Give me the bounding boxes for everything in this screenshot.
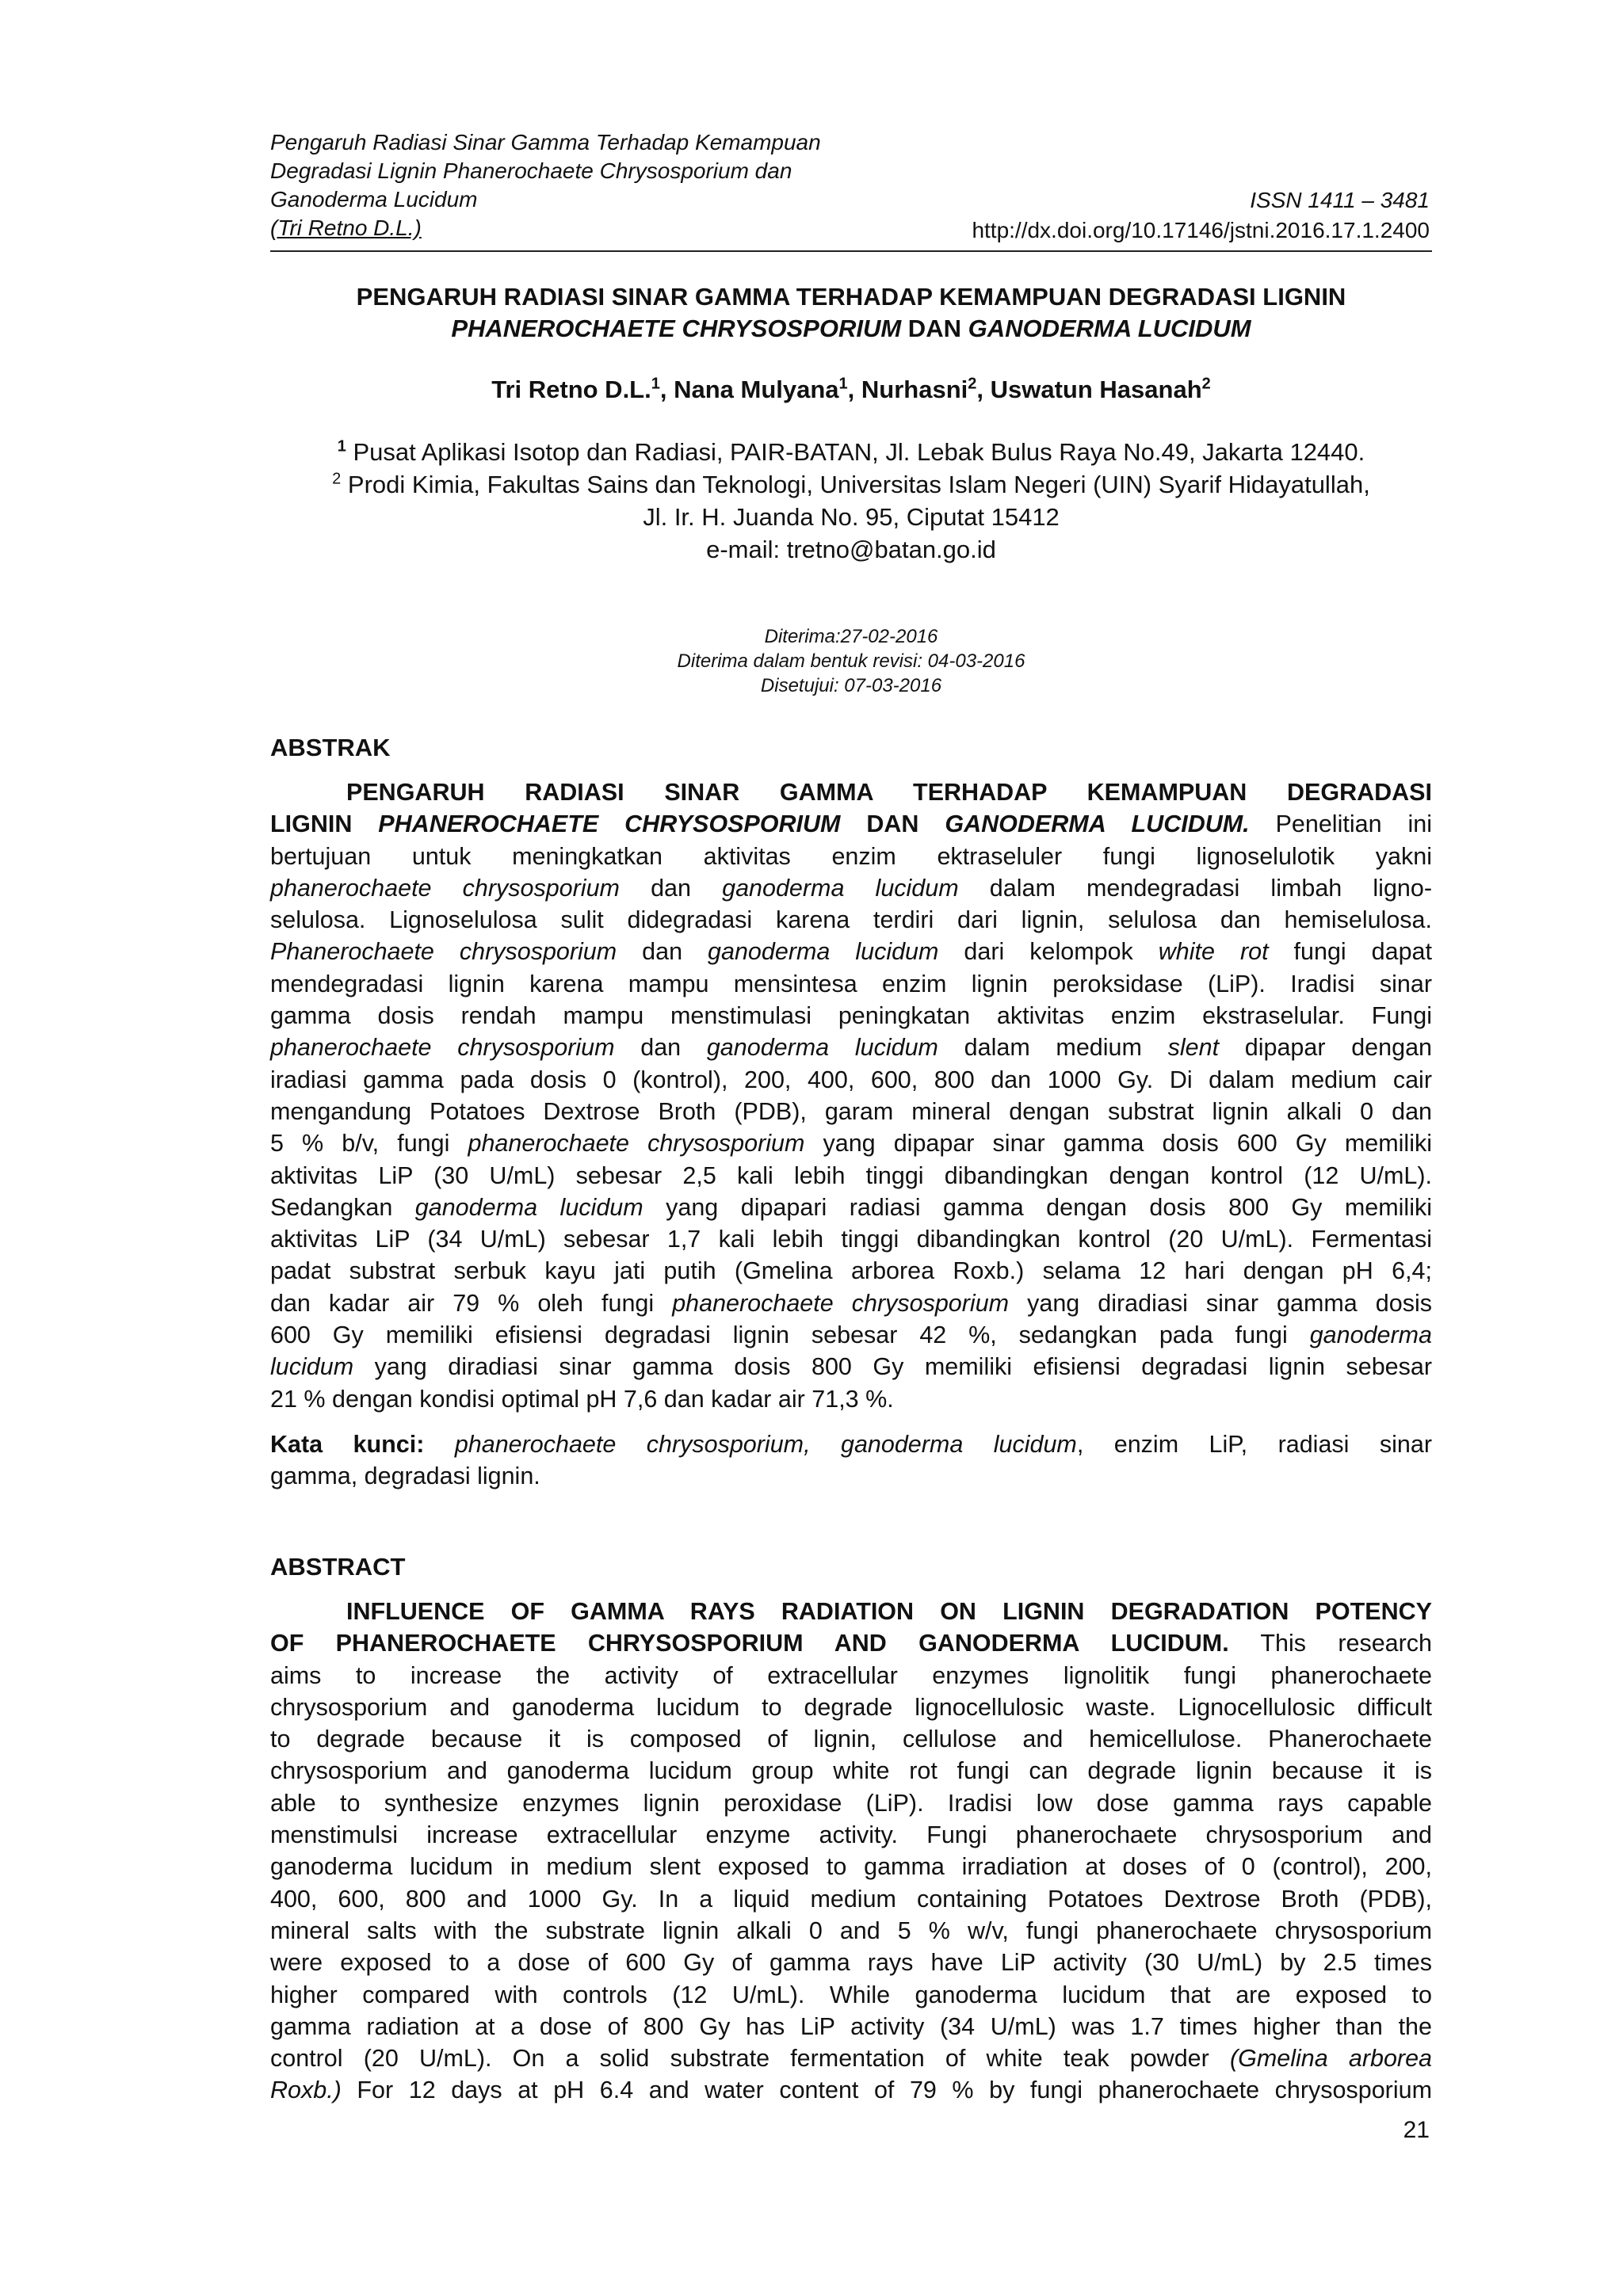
text-run: dan kadar air 79 % oleh fungi: [270, 1289, 673, 1317]
text-run: bertujuan untuk meningkatkan aktivitas enzim ektraseluler fungi lignoselulotik yakni: [270, 842, 1432, 870]
text-run: aims to increase the activity of extracellular enzymes lignolitik fungi phanerochaete: [270, 1661, 1432, 1689]
text-line: [270, 1883, 1432, 1915]
running-header-line: Degradasi Lignin Phanerochaete Chrysosporium dan: [270, 158, 792, 183]
text-run: were exposed to a dose of 600 Gy of gamma rays have LiP activity (30 U/mL) by 2.5 times: [270, 1949, 1432, 1977]
abstract-heading: ABSTRACT: [270, 1553, 406, 1581]
text-line: [270, 841, 1432, 872]
text-line: [270, 1787, 1432, 1819]
submission-dates: [270, 624, 1432, 698]
text-run: dalam mendegradasi limbah ligno-: [958, 874, 1432, 902]
text-run: dalam medium: [938, 1034, 1168, 1062]
text-run: yang diradiasi sinar gamma dosis 800 Gy memiliki efisiensi degradasi lignin sebesar: [353, 1353, 1432, 1381]
text-line: [270, 1596, 1432, 1627]
text-run: [424, 1431, 454, 1458]
text-line: [270, 904, 1432, 936]
affiliations: [270, 436, 1432, 566]
text-run: lucidum: [270, 1353, 354, 1381]
text-run: GANODERMA LUCIDUM.: [945, 810, 1250, 838]
text-line: [270, 968, 1432, 1000]
text-run: dan: [619, 874, 723, 902]
text-run: yang dipapari radiasi gamma dengan dosis 800 Gy memiliki: [643, 1193, 1432, 1221]
text-run: white rot: [1158, 938, 1269, 966]
text-line: [270, 1915, 1432, 1947]
abstract-body: [270, 1596, 1432, 2107]
text-run: PENGARUH RADIASI SINAR GAMMA TERHADAP KEMAMPUAN DEGRADASI: [346, 779, 1432, 806]
text-run: aktivitas LiP (34 U/mL) sebesar 1,7 kali lebih tinggi dibandingkan kontrol (20 U/mL). Fermentasi: [270, 1226, 1432, 1253]
text-line: [270, 1691, 1432, 1723]
contact-email[interactable]: e-mail: tretno@batan.go.id: [706, 536, 996, 563]
author: Tri Retno D.L.$^1$,: [491, 375, 674, 403]
text-run: phanerochaete chrysosporium: [270, 874, 620, 902]
author-list: [270, 374, 1432, 406]
text-run: fungi dapat: [1268, 938, 1432, 966]
text-run: able to synthesize enzymes lignin peroxidase (LiP). Iradisi low dose gamma rays capable: [270, 1789, 1432, 1817]
title-conjunction: DAN: [901, 315, 968, 342]
text-line: [270, 1064, 1432, 1096]
text-run: slent: [1167, 1034, 1220, 1062]
text-run: ganoderma lucidum: [706, 1034, 938, 1062]
text-run: to degrade because it is composed of lignin, cellulose and hemicellulose. Phanerochaete: [270, 1726, 1432, 1753]
text-line: [270, 1383, 1432, 1415]
text-line: [270, 1000, 1432, 1032]
text-run: 5 % b/v, fungi: [270, 1130, 468, 1158]
text-line: [270, 2074, 1432, 2106]
text-line: [270, 1351, 1432, 1383]
paper-title: [270, 281, 1432, 345]
abstrak-heading: ABSTRAK: [270, 734, 391, 761]
text-line: [270, 1160, 1432, 1192]
affiliation-2: $^2$ Prodi Kimia, Fakultas Sains dan Teknologi, Universitas Islam Negeri (UIN) Syarif Hidayatullah,: [332, 470, 1370, 498]
text-line: [270, 808, 1432, 840]
text-line: [270, 1223, 1432, 1255]
text-run: For 12 days at pH 6.4 and water content of 79 % by fungi phanerochaete chrysosporium: [341, 2077, 1432, 2104]
text-line: [270, 1947, 1432, 1978]
text-run: 400, 600, 800 and 1000 Gy. In a liquid medium containing Potatoes Dextrose Broth (PDB),: [270, 1885, 1432, 1913]
text-run: (Gmelina arborea: [1229, 2045, 1433, 2073]
text-run: mengandung Potatoes Dextrose Broth (PDB), garam mineral dengan substrat lignin alkali 0 dan: [270, 1097, 1432, 1125]
text-run: gamma, degradasi lignin.: [270, 1463, 540, 1490]
text-line: [270, 1660, 1432, 1691]
text-run: Kata kunci:: [270, 1431, 425, 1458]
text-run: mineral salts with the substrate lignin alkali 0 and 5 % w/v, fungi phanerochaete chrysosporium: [270, 1917, 1432, 1944]
text-line: [270, 1755, 1432, 1787]
date-revised: Diterima dalam bentuk revisi: 04-03-2016: [677, 650, 1025, 672]
page-number: 21: [1403, 2117, 1430, 2143]
author: Nurhasni$^2$,: [861, 375, 991, 403]
doi-link[interactable]: http://dx.doi.org/10.17146/jstni.2016.17.1.2400: [972, 218, 1430, 242]
text-line: [270, 1851, 1432, 1882]
date-accepted: Disetujui: 07-03-2016: [760, 675, 942, 696]
text-run: aktivitas LiP (30 U/mL) sebesar 2,5 kali lebih tinggi dibandingkan dengan kontrol (12 U/mL).: [270, 1161, 1432, 1189]
affiliation-1: $^1$ Pusat Aplikasi Isotop dan Radiasi, PAIR-BATAN, Jl. Lebak Bulus Raya No.49, Jakarta 12440.: [337, 437, 1365, 466]
text-run: yang diradiasi sinar gamma dosis: [1009, 1289, 1432, 1317]
affiliation-2-address: Jl. Ir. H. Juanda No. 95, Ciputat 15412: [643, 503, 1060, 531]
running-header-author: (Tri Retno D.L.): [270, 215, 422, 240]
text-line: [270, 936, 1432, 967]
text-run: ganoderma lucidum in medium slent exposed to gamma irradiation at doses of 0 (control), 200,: [270, 1853, 1432, 1881]
text-run: chrysosporium and ganoderma lucidum group white rot fungi can degrade lignin because it is: [270, 1757, 1432, 1785]
text-run: phanerochaete chrysosporium, ganoderma lucidum: [454, 1431, 1077, 1458]
abstrak-body: [270, 776, 1432, 1415]
text-run: chrysosporium and ganoderma lucidum to degrade lignocellulosic waste. Lignocellulosic difficult: [270, 1693, 1432, 1721]
text-run: control (20 U/mL). On a solid substrate fermentation of white teak powder: [270, 2045, 1230, 2073]
text-run: dari kelompok: [938, 938, 1159, 966]
text-run: phanerochaete chrysosporium: [672, 1289, 1010, 1317]
header-rule: [270, 250, 1432, 252]
text-run: gamma dosis rendah mampu menstimulasi peningkatan aktivitas enzim ekstraselular. Fungi: [270, 1002, 1432, 1030]
text-line: [270, 872, 1432, 904]
text-run: , enzim LiP, radiasi sinar: [1076, 1431, 1432, 1458]
title-species-1: PHANEROCHAETE CHRYSOSPORIUM: [451, 315, 902, 342]
text-run: 21 % dengan kondisi optimal pH 7,6 dan kadar air 71,3 %.: [270, 1385, 894, 1413]
author: Nana Mulyana$^1$,: [674, 375, 861, 403]
text-run: 600 Gy memiliki efisiensi degradasi lignin sebesar 42 %, sedangkan pada fungi: [270, 1322, 1310, 1349]
text-run: INFLUENCE OF GAMMA RAYS RADIATION ON LIGNIN DEGRADATION POTENCY: [346, 1598, 1432, 1625]
author: Uswatun Hasanah$^2$: [990, 375, 1211, 403]
text-line: [270, 1819, 1432, 1851]
text-run: DAN: [840, 810, 945, 838]
text-run: dan: [617, 938, 708, 966]
text-line: [270, 1627, 1432, 1659]
text-run: OF PHANEROCHAETE CHRYSOSPORIUM AND GANODERMA LUCIDUM.: [270, 1630, 1229, 1657]
text-run: LIGNIN: [270, 810, 379, 838]
running-header: [270, 128, 983, 242]
text-line: [270, 2042, 1432, 2074]
text-line: [270, 1096, 1432, 1127]
text-line: [270, 1460, 1432, 1492]
text-line: [270, 1428, 1432, 1460]
text-run: This research: [1228, 1630, 1432, 1657]
text-line: [270, 1723, 1432, 1755]
running-header-line: Ganoderma Lucidum: [270, 187, 478, 212]
title-line-1: PENGARUH RADIASI SINAR GAMMA TERHADAP KEMAMPUAN DEGRADASI LIGNIN: [356, 283, 1346, 311]
title-species-2: GANODERMA LUCIDUM: [968, 315, 1251, 342]
text-run: PHANEROCHAETE CHRYSOSPORIUM: [378, 810, 841, 838]
title-line-2: [270, 313, 1432, 345]
text-run: menstimulsi increase extracellular enzyme activity. Fungi phanerochaete chrysosporium and: [270, 1821, 1432, 1849]
text-run: phanerochaete chrysosporium: [270, 1034, 615, 1062]
text-run: ganoderma lucidum: [722, 874, 959, 902]
text-run: dan: [614, 1034, 707, 1062]
text-run: dipapar dengan: [1219, 1034, 1432, 1062]
text-run: Sedangkan: [270, 1193, 415, 1221]
text-line: [270, 1127, 1432, 1159]
text-line: [270, 1255, 1432, 1287]
text-line: [270, 1979, 1432, 2011]
text-run: selulosa. Lignoselulosa sulit didegradasi karena terdiri dari lignin, selulosa dan hemiselulosa.: [270, 906, 1432, 934]
text-run: Phanerochaete chrysosporium: [270, 938, 617, 966]
text-line: [270, 1319, 1432, 1351]
text-line: [270, 1287, 1432, 1319]
text-run: padat substrat serbuk kayu jati putih (Gmelina arborea Roxb.) selama 12 hari dengan pH 6,4;: [270, 1257, 1432, 1285]
text-line: [270, 2011, 1432, 2042]
text-run: Penelitian ini: [1249, 810, 1432, 838]
text-run: ganoderma lucidum: [414, 1193, 643, 1221]
issn: ISSN 1411 – 3481: [1250, 188, 1430, 212]
journal-identifiers: [972, 185, 1430, 246]
text-line: [270, 1192, 1432, 1223]
running-header-line: Pengaruh Radiasi Sinar Gamma Terhadap Kemampuan: [270, 130, 821, 154]
text-run: gamma radiation at a dose of 800 Gy has LiP activity (34 U/mL) was 1.7 times higher than the: [270, 2012, 1432, 2040]
text-line: [270, 1032, 1432, 1063]
text-run: phanerochaete chrysosporium: [468, 1130, 805, 1158]
text-run: iradiasi gamma pada dosis 0 (kontrol), 200, 400, 600, 800 dan 1000 Gy. Di dalam medium cair: [270, 1066, 1432, 1093]
text-line: [270, 776, 1432, 808]
text-run: Roxb.): [270, 2077, 342, 2104]
date-received: Diterima:27-02-2016: [764, 626, 938, 647]
text-run: ganoderma: [1309, 1322, 1432, 1349]
keywords: [270, 1428, 1432, 1493]
text-run: higher compared with controls (12 U/mL). While ganoderma lucidum that are exposed to: [270, 1981, 1432, 2008]
text-run: ganoderma lucidum: [708, 938, 939, 966]
text-run: yang dipapar sinar gamma dosis 600 Gy memiliki: [804, 1130, 1432, 1158]
text-run: mendegradasi lignin karena mampu mensintesa enzim lignin peroksidase (LiP). Iradisi sinar: [270, 970, 1432, 997]
